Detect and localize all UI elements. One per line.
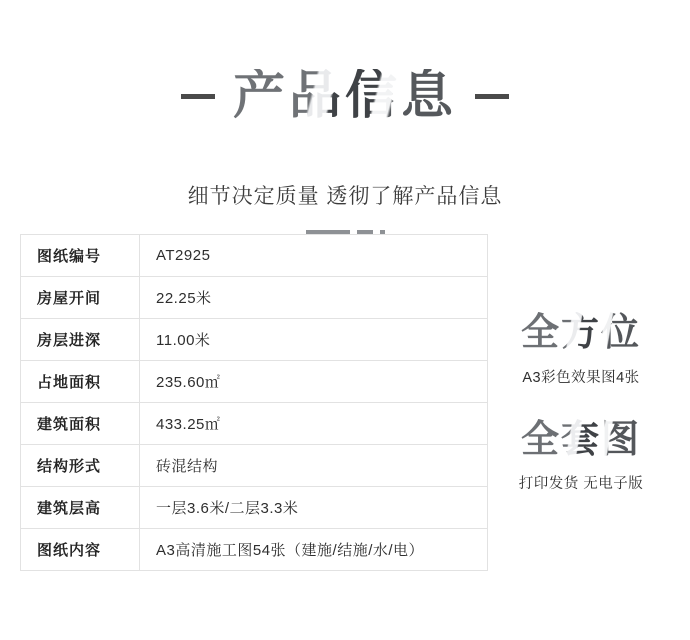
highlight-note-1: A3彩色效果图4张 — [522, 369, 640, 386]
spec-label: 图纸内容 — [21, 529, 140, 571]
spec-value: 11.00米 — [140, 319, 488, 361]
table-row — [21, 319, 488, 361]
page-title: 产品信息 — [229, 69, 461, 124]
spec-value: A3高清施工图54张（建施/结施/水/电） — [140, 529, 488, 571]
spec-value: 433.25㎡ — [140, 403, 488, 445]
table-row — [21, 403, 488, 445]
spec-value: AT2925 — [140, 235, 488, 277]
spec-value: 砖混结构 — [140, 445, 488, 487]
spec-label: 建筑面积 — [21, 403, 140, 445]
spec-label: 占地面积 — [21, 361, 140, 403]
spec-label: 建筑层高 — [21, 487, 140, 529]
title-dash-right-icon — [475, 94, 509, 99]
table-row — [21, 277, 488, 319]
spec-label: 房屋开间 — [21, 277, 140, 319]
table-row — [21, 487, 488, 529]
highlight-note-2: 打印发货 无电子版 — [518, 476, 644, 493]
page-header — [0, 0, 690, 234]
content-area — [20, 234, 670, 571]
highlight-column — [488, 234, 670, 571]
table-row — [21, 235, 488, 277]
spec-value: 22.25米 — [140, 277, 488, 319]
table-row — [21, 445, 488, 487]
title-dash-left-icon — [181, 94, 215, 99]
specification-table — [20, 234, 488, 571]
title-row — [0, 34, 690, 158]
spec-value: 一层3.6米/二层3.3米 — [140, 487, 488, 529]
spec-value: 235.60㎡ — [140, 361, 488, 403]
highlight-title-2: 全套图 — [520, 416, 641, 461]
spec-label: 图纸编号 — [21, 235, 140, 277]
table-row — [21, 361, 488, 403]
highlight-title-1: 全方位 — [520, 309, 641, 354]
spec-label: 房层进深 — [21, 319, 140, 361]
spec-label: 结构形式 — [21, 445, 140, 487]
page-subtitle: 细节决定质量 透彻了解产品信息 — [187, 185, 503, 209]
table-row — [21, 529, 488, 571]
